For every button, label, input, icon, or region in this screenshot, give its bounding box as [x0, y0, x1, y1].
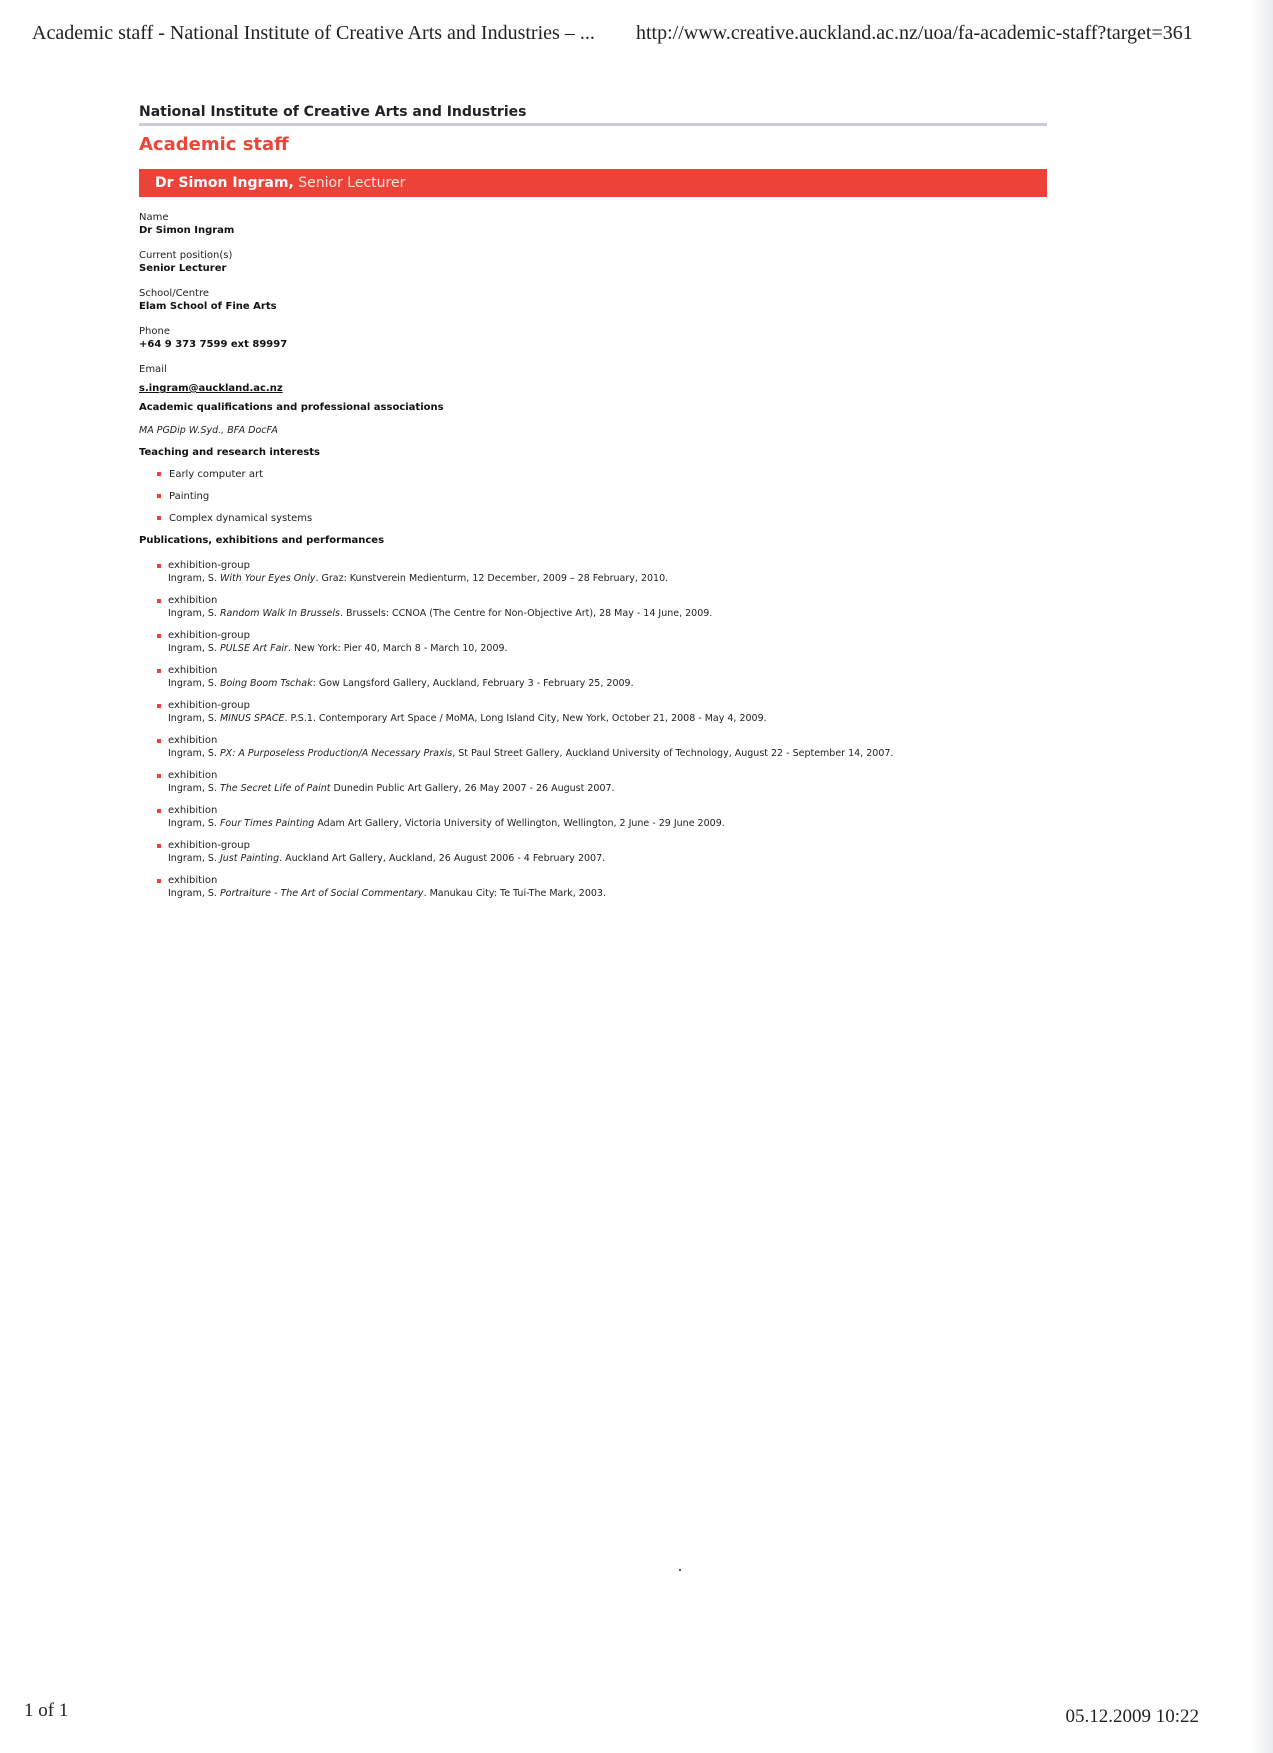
publication-type: exhibition: [168, 770, 218, 781]
square-bullet-icon: [157, 739, 161, 743]
publication-type: exhibition: [168, 735, 218, 746]
publication-citation: [168, 572, 1047, 585]
list-item: [157, 560, 1047, 585]
citation-details: , St Paul Street Gallery, Auckland University of Technology, August 22 - September 14, 2007.: [452, 748, 894, 759]
list-item: [157, 595, 1047, 620]
publication-type: exhibition-group: [168, 560, 250, 571]
publication-citation: [168, 817, 1047, 830]
citation-author: Ingram, S.: [168, 888, 220, 899]
field-label: Name: [139, 212, 169, 223]
citation-details: . Graz: Kunstverein Medienturm, 12 December, 2009 – 28 February, 2010.: [315, 573, 669, 584]
list-item: [157, 468, 1047, 481]
citation-details: . New York: Pier 40, March 8 - March 10, 2009.: [287, 643, 508, 654]
square-bullet-icon: [157, 564, 161, 568]
citation-author: Ingram, S.: [168, 783, 220, 794]
interests-heading: Teaching and research interests: [139, 447, 320, 458]
publication-type: exhibition-group: [168, 840, 250, 851]
citation-title: PULSE Art Fair: [219, 643, 288, 654]
field-position: [139, 249, 1047, 275]
publication-citation: [168, 852, 1047, 865]
citation-title: The Secret Life of Paint: [219, 783, 331, 794]
publication-citation: [168, 677, 1047, 690]
field-label: Email: [139, 364, 167, 375]
citation-details: . Brussels: CCNOA (The Centre for Non-Objective Art), 28 May - 14 June, 2009.: [340, 608, 713, 619]
citation-author: Ingram, S.: [168, 818, 220, 829]
list-item: [157, 630, 1047, 655]
citation-details: . Manukau City: Te Tui-The Mark, 2003.: [423, 888, 606, 899]
citation-author: Ingram, S.: [168, 678, 220, 689]
publication-type: exhibition: [168, 665, 218, 676]
square-bullet-icon: [157, 599, 161, 603]
interests-list: [139, 468, 1047, 525]
field-label: Current position(s): [139, 250, 233, 261]
list-item: [157, 512, 1047, 525]
citation-details: . P.S.1. Contemporary Art Space / MoMA, Long Island City, New York, October 21, 2008 - May 4, 2009.: [284, 713, 767, 724]
citation-details: Adam Art Gallery, Victoria University of Wellington, Wellington, 2 June - 29 June 2009.: [314, 818, 725, 829]
square-bullet-icon: [157, 634, 161, 638]
square-bullet-icon: [157, 809, 161, 813]
print-datetime: 05.12.2009 10:22: [1065, 1706, 1199, 1727]
square-bullet-icon: [157, 774, 161, 778]
publication-citation: [168, 642, 1047, 655]
citation-author: Ingram, S.: [168, 573, 220, 584]
scan-edge-shadow: [1251, 0, 1273, 1753]
page-heading: Academic staff: [139, 134, 289, 155]
publication-type: exhibition: [168, 595, 218, 606]
square-bullet-icon: [157, 669, 161, 673]
scan-speck: [679, 1569, 681, 1571]
field-email: [139, 363, 1047, 395]
citation-title: Portraiture - The Art of Social Commentary: [219, 888, 424, 899]
citation-title: Just Painting: [219, 853, 280, 864]
citation-title: Random Walk In Brussels: [219, 608, 340, 619]
qualifications-text: MA PGDip W.Syd., BFA DocFA: [139, 425, 278, 436]
square-bullet-icon: [157, 879, 161, 883]
publication-type: exhibition: [168, 875, 218, 886]
print-page-count: 1 of 1: [24, 1700, 69, 1721]
citation-title: MINUS SPACE: [219, 713, 285, 724]
print-page-url: http://www.creative.auckland.ac.nz/uoa/fa-academic-staff?target=361: [636, 22, 1193, 44]
field-label: School/Centre: [139, 288, 210, 299]
list-item: [157, 840, 1047, 865]
field-phone: [139, 325, 1047, 351]
publications-list: [139, 560, 1047, 900]
field-value: Dr Simon Ingram: [139, 225, 235, 236]
list-item: [157, 770, 1047, 795]
square-bullet-icon: [157, 472, 161, 476]
interest-label: Early computer art: [169, 469, 263, 480]
list-item: [157, 700, 1047, 725]
publications-heading: Publications, exhibitions and performances: [139, 535, 385, 546]
publication-citation: [168, 712, 1047, 725]
citation-title: PX: A Purposeless Production/A Necessary Praxis: [219, 748, 453, 759]
citation-details: : Gow Langsford Gallery, Auckland, February 3 - February 25, 2009.: [312, 678, 634, 689]
qualifications-heading: Academic qualifications and professional associations: [139, 402, 444, 413]
citation-title: Four Times Painting: [219, 818, 315, 829]
field-label: Phone: [139, 326, 170, 337]
list-item: [157, 805, 1047, 830]
interest-label: Painting: [169, 491, 210, 502]
publication-citation: [168, 782, 1047, 795]
email-link[interactable]: s.ingram@auckland.ac.nz: [139, 383, 283, 394]
citation-title: Boing Boom Tschak: [219, 678, 313, 689]
citation-details: . Auckland Art Gallery, Auckland, 26 August 2006 - 4 February 2007.: [279, 853, 606, 864]
field-value: Senior Lecturer: [139, 263, 227, 274]
publication-type: exhibition-group: [168, 630, 250, 641]
citation-author: Ingram, S.: [168, 853, 220, 864]
square-bullet-icon: [157, 516, 161, 520]
list-item: [157, 490, 1047, 503]
square-bullet-icon: [157, 494, 161, 498]
citation-details: Dunedin Public Art Gallery, 26 May 2007 - 26 August 2007.: [330, 783, 615, 794]
print-page-title: Academic staff - National Institute of Creative Arts and Industries – ...: [32, 22, 595, 44]
citation-author: Ingram, S.: [168, 608, 220, 619]
square-bullet-icon: [157, 704, 161, 708]
field-value: Elam School of Fine Arts: [139, 301, 277, 312]
publication-type: exhibition: [168, 805, 218, 816]
field-value: +64 9 373 7599 ext 89997: [139, 339, 288, 350]
institute-title: National Institute of Creative Arts and Industries: [139, 104, 1047, 126]
field-name: [139, 211, 1047, 237]
square-bullet-icon: [157, 844, 161, 848]
print-header: [32, 22, 1213, 52]
list-item: [157, 665, 1047, 690]
citation-author: Ingram, S.: [168, 748, 220, 759]
publication-citation: [168, 887, 1047, 900]
publication-citation: [168, 607, 1047, 620]
banner-staff-position: Senior Lecturer: [293, 175, 406, 191]
staff-banner: [139, 169, 1047, 197]
citation-title: With Your Eyes Only: [219, 573, 316, 584]
citation-author: Ingram, S.: [168, 713, 220, 724]
publication-type: exhibition-group: [168, 700, 250, 711]
banner-staff-name: Dr Simon Ingram,: [155, 175, 294, 191]
publication-citation: [168, 747, 1047, 760]
field-school: [139, 287, 1047, 313]
staff-profile-page: [139, 104, 1047, 910]
list-item: [157, 735, 1047, 760]
interest-label: Complex dynamical systems: [169, 513, 313, 524]
citation-author: Ingram, S.: [168, 643, 220, 654]
list-item: [157, 875, 1047, 900]
